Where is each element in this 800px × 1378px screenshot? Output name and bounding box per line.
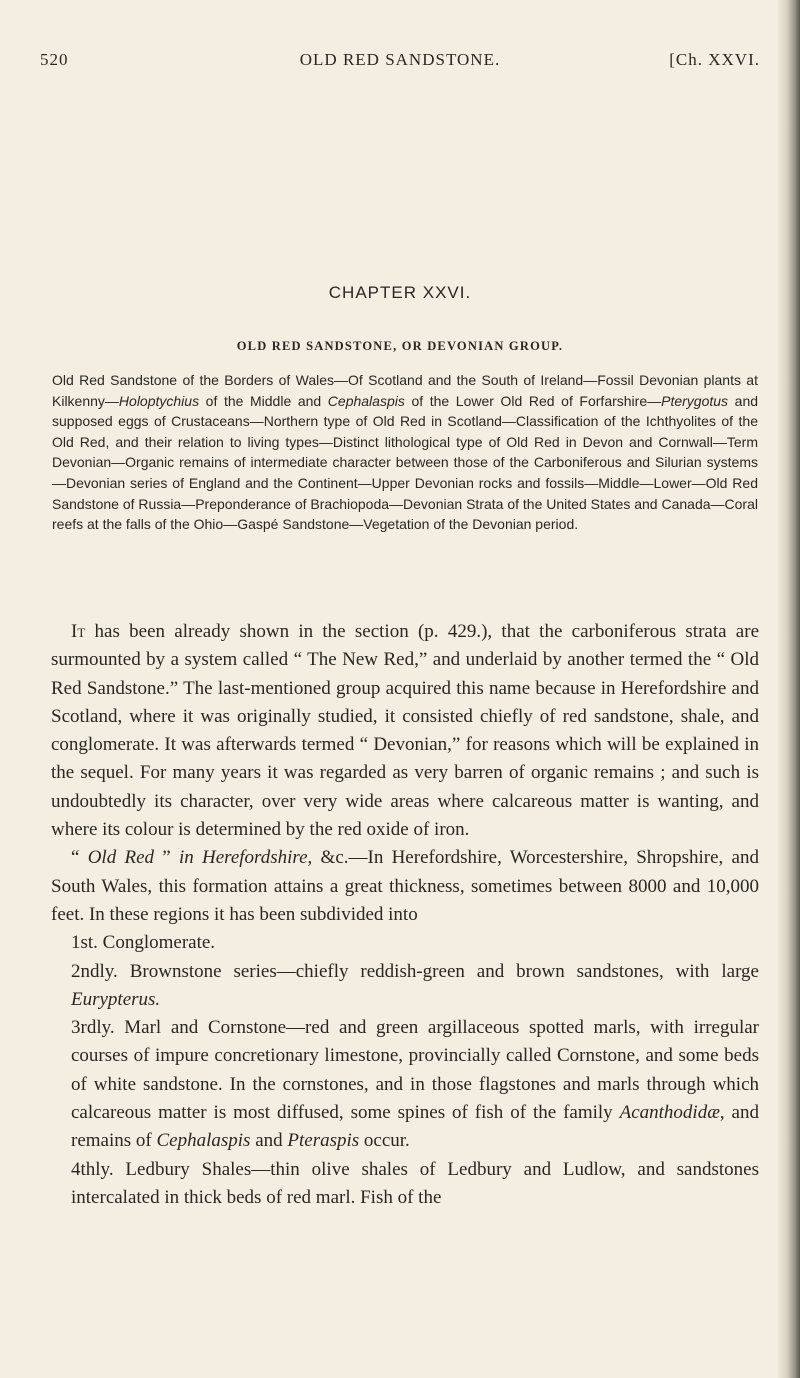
paragraph-text: , &c.—In Herefordshire, Worcestershire, Shropshire, and South Wales, this formation attains a great thickness, sometimes between 8000 and 10,000 feet. In these regions it has been subdivided into — [51, 847, 759, 925]
summary-italic-holoptychius: Holoptychius — [118, 392, 200, 409]
paragraph-intro — [51, 618, 759, 844]
body-text — [51, 618, 759, 1212]
section-heading-herefordshire: in Herefordshire — [178, 847, 308, 869]
list-item — [51, 958, 759, 1015]
list-item: 1st. Conglomerate. — [71, 932, 216, 954]
page-number: 520 — [40, 50, 69, 69]
list-item-italic: Acanthodidæ — [619, 1102, 720, 1124]
list-item-text: 2ndly. Brownstone series—chiefly reddish-green and brown sandstones, with large — [71, 960, 759, 982]
summary-text: Old Red Sandstone of the Borders of Wales—Of Scotland and the South of Ireland—Fossil Devonian plants at Kilkenny— — [52, 372, 758, 409]
running-title: OLD RED SANDSTONE. — [299, 50, 501, 69]
list-item-italic: Eurypterus. — [71, 988, 161, 1010]
paragraph-text: has been already shown in the section (p. 429.), that the carboniferous strata are surmounted by a system called “ The New Red,” and underlaid by another termed the “ Old Red Sandstone.” The last-mentioned group acquired this name because in Herefordshire and Scotland, where it was originally studied, it consisted chiefly of red sandstone, shale, and conglomerate. It was afterwards termed “ Devonian,” for reasons which will be explained in the sequel. For many years it was regarded as very barren of organic remains ; and such is undoubtedly its character, over very wide areas where calcareous matter is wanting, and where its colour is determined by the red oxide of iron. — [51, 621, 759, 841]
list-item: 4thly. Ledbury Shales—thin olive shales of Ledbury and Ludlow, and sandstones intercalated in thick beds of red marl. Fish of the — [71, 1158, 759, 1208]
paragraph-herefordshire — [51, 844, 759, 929]
chapter-title: CHAPTER XXVI. — [328, 283, 472, 302]
list-item-italic: Pteraspis — [287, 1130, 360, 1152]
paragraph-lead-word: It — [71, 621, 86, 642]
paragraph-text: ” — [154, 847, 179, 869]
chapter-summary — [52, 370, 758, 535]
page-edge-shadow — [778, 0, 800, 1378]
list-item-text: and — [250, 1130, 288, 1152]
list-item — [51, 1014, 759, 1155]
summary-italic-pterygotus: Pterygotus — [661, 392, 729, 409]
summary-text: of the Middle and — [199, 392, 328, 409]
summary-text: and supposed eggs of Crustaceans—Northern type of Old Red in Scotland—Classification of the Ichthyolites of the Old Red, and their relation to living types—Distinct lithological type of Old Red in Devon and Cornwall—Term Devonian—Organic remains of intermediate character between those of the Carboniferous and Silurian systems—Devonian series of England and the Continent—Upper Devonian rocks and fossils—Middle—Lower—Old Red Sandstone of Russia—Preponderance of Brachiopoda—Devonian Strata of the United States and Canada—Coral reefs at the falls of the Ohio—Gaspé Sandstone—Vegetation of the Devonian period. — [52, 392, 759, 533]
section-heading-old-red: Old Red — [87, 847, 154, 869]
list-item-text: 3rdly. Marl and Cornstone—red and green argillaceous spotted marls, with irregular courses of impure concretionary limestone, provincially called Cornstone, and some beds of white sandstone. In the cornstones, and in those flagstones and marls through which calcareous matter is most diffused, some spines of fish of the family — [71, 1017, 759, 1124]
chapter-reference: [Ch. XXVI. — [669, 50, 760, 69]
summary-italic-cephalaspis: Cephalaspis — [327, 392, 405, 409]
list-item-italic: Cephalaspis — [156, 1130, 251, 1152]
chapter-subtitle: OLD RED SANDSTONE, OR DEVONIAN GROUP. — [236, 339, 564, 353]
list-item-text: occur. — [359, 1130, 410, 1152]
running-header — [40, 50, 760, 80]
summary-text: of the Lower Old Red of Forfarshire— — [404, 392, 662, 409]
paragraph-text: “ — [71, 847, 88, 869]
list-item-text: , and remains of — [71, 1102, 759, 1152]
